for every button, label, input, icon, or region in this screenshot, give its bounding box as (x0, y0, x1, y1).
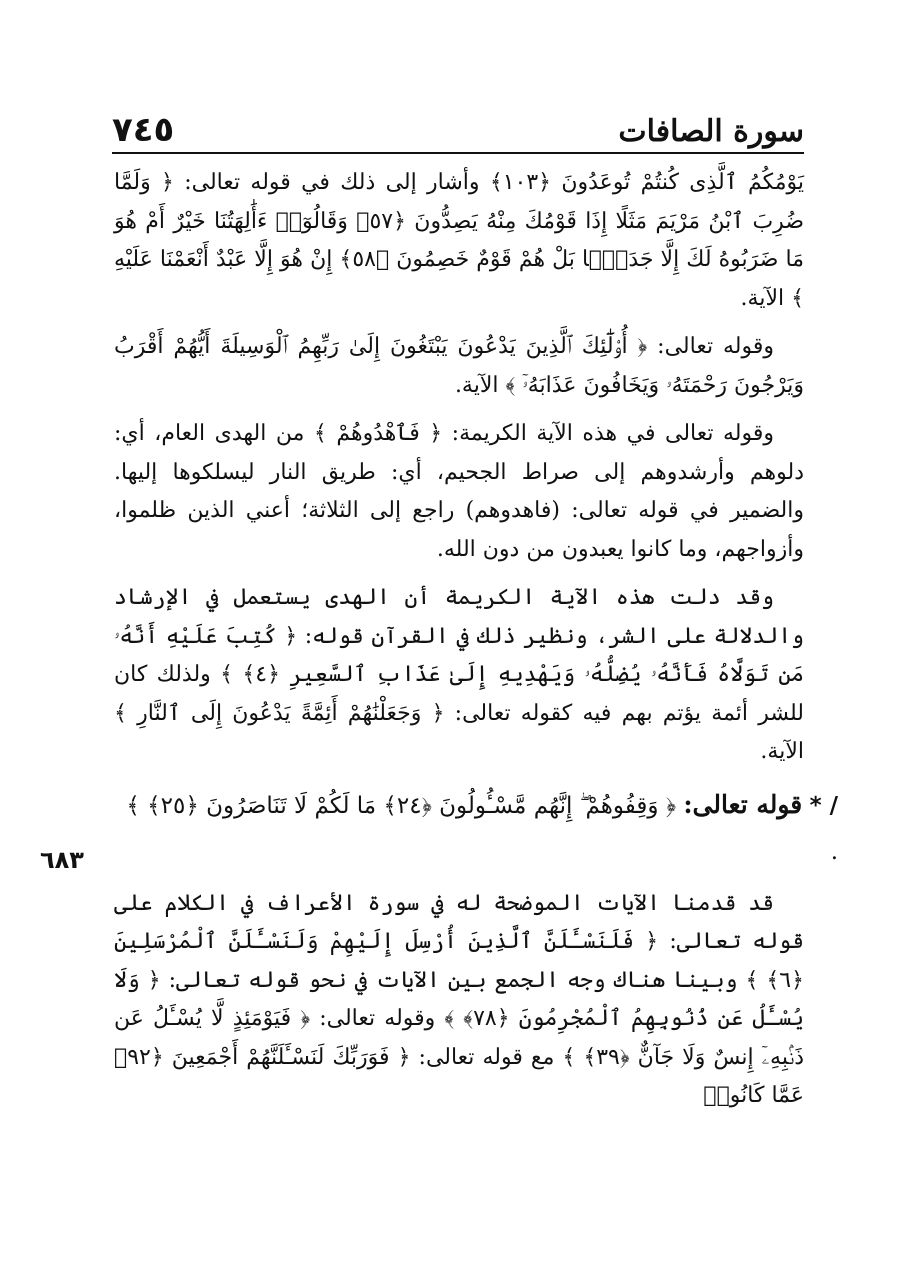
page-number: ٧٤٥ (112, 110, 175, 150)
paragraph-2: وقوله تعالى: ﴿ أُو۟لَٰٓئِكَ ٱلَّذِينَ يَدْعُونَ يَبْتَغُونَ إِلَىٰ رَبِّهِمُ ٱلْوَسِيلَةَ أَيُّهُمْ أَقْرَبُ وَيَرْجُونَ رَحْمَتَهُۥ وَيَخَافُونَ عَذَابَهُۥٓ ﴾ الآية. (114, 334, 804, 398)
paragraph-1: يَوْمُكُمُ ٱلَّذِى كُنتُمْ تُوعَدُونَ ﴿١٠٣﴾ وأشار إلى ذلك في قوله تعالى: ﴿ وَلَمَّا ضُرِبَ ٱبْنُ مَرْيَمَ مَثَلًا إِذَا قَوْمُكَ مِنْهُ يَصِدُّونَ ﴿٥٧﴾ وَقَالُوٓا۟ ءَأَٰلِهَتُنَا خَيْرٌ أَمْ هُوَ مَا ضَرَبُوهُ لَكَ إِلَّا جَدَلًۢا بَلْ هُمْ قَوْمٌ خَصِمُونَ ﴿٥٨﴾ إِنْ هُوَ إِلَّا عَبْدٌ أَنْعَمْنَا عَلَيْهِ ﴾ الآية. (114, 170, 805, 311)
verse-heading (114, 782, 838, 875)
paragraph-5: قد قدمنا الآيات الموضحة له في سورة الأعراف في الكلام على قوله تعالى: ﴿ فَلَنَسْـَٔلَنَّ ٱلَّذِينَ أُرْسِلَ إِلَيْهِمْ وَلَنَسْـَٔلَنَّ ٱلْمُرْسَلِينَ ﴿٦﴾ ﴾ وبينا هناك وجه الجمع بين الآيات في نحو قوله تعالى: ﴿ وَلَا يُسْـَٔلُ عَن ذُنُوبِهِمُ ٱلْمُجْرِمُونَ ﴿٧٨﴾ ﴾ وقوله تعالى: ﴿ فَيَوْمَئِذٍ لَّا يُسْـَٔلُ عَن ذَنۢبِهِۦٓ إِنسٌ وَلَا جَآنٌّ ﴿٣٩﴾ ﴾ مع قوله تعالى: ﴿ فَوَرَبِّكَ لَنَسْـَٔلَنَّهُمْ أَجْمَعِينَ ﴿٩٢﴾ عَمَّا كَانُوا۟ (114, 890, 804, 1108)
paragraph-4: وقد دلت هذه الآية الكريمة أن الهدى يستعمل في الإرشاد والدلالة على الشر، ونظير ذلك في القرآن قوله: ﴿ كُتِبَ عَلَيْهِ أَنَّهُۥ مَن تَوَلَّاهُ فَأَنَّهُۥ يُضِلُّهُۥ وَيَهْدِيهِ إِلَىٰ عَذَابِ ٱلسَّعِيرِ ﴿٤﴾ ﴾ ولذلك كان للشر أئمة يؤتم بهم فيه كقوله تعالى: ﴿ وَجَعَلْنَٰهُمْ أَئِمَّةً يَدْعُونَ إِلَى ٱلنَّارِ ﴾ الآية. (114, 585, 804, 764)
heading-verse: ﴿ وَقِفُوهُمْ ۖ إِنَّهُم مَّسْـُٔولُونَ ﴿٢٤﴾ مَا لَكُمْ لَا تَنَاصَرُونَ ﴿٢٥﴾ ﴾ . (126, 792, 838, 865)
margin-page-reference: ٦٨٣ (40, 846, 84, 874)
section-marker: / * (809, 792, 838, 819)
heading-label: قوله تعالى: (683, 789, 803, 819)
header-divider (112, 152, 804, 154)
running-header (112, 108, 804, 152)
paragraph-3: وقوله تعالى في هذه الآية الكريمة: ﴿ فَٱهْدُوهُمْ ﴾ من الهدى العام، أي: دلوهم وأرشدوهم إلى صراط الجحيم، أي: طريق النار ليسلكوها إليها. والضمير في قوله تعالى: (فاهدوهم) راجع إلى الثلاثة؛ أعني الذين ظلموا، وأزواجهم، وما كانوا يعبدون من دون الله. (114, 421, 804, 562)
page-body (114, 164, 838, 1116)
surah-title: سورة الصافات (618, 114, 804, 149)
